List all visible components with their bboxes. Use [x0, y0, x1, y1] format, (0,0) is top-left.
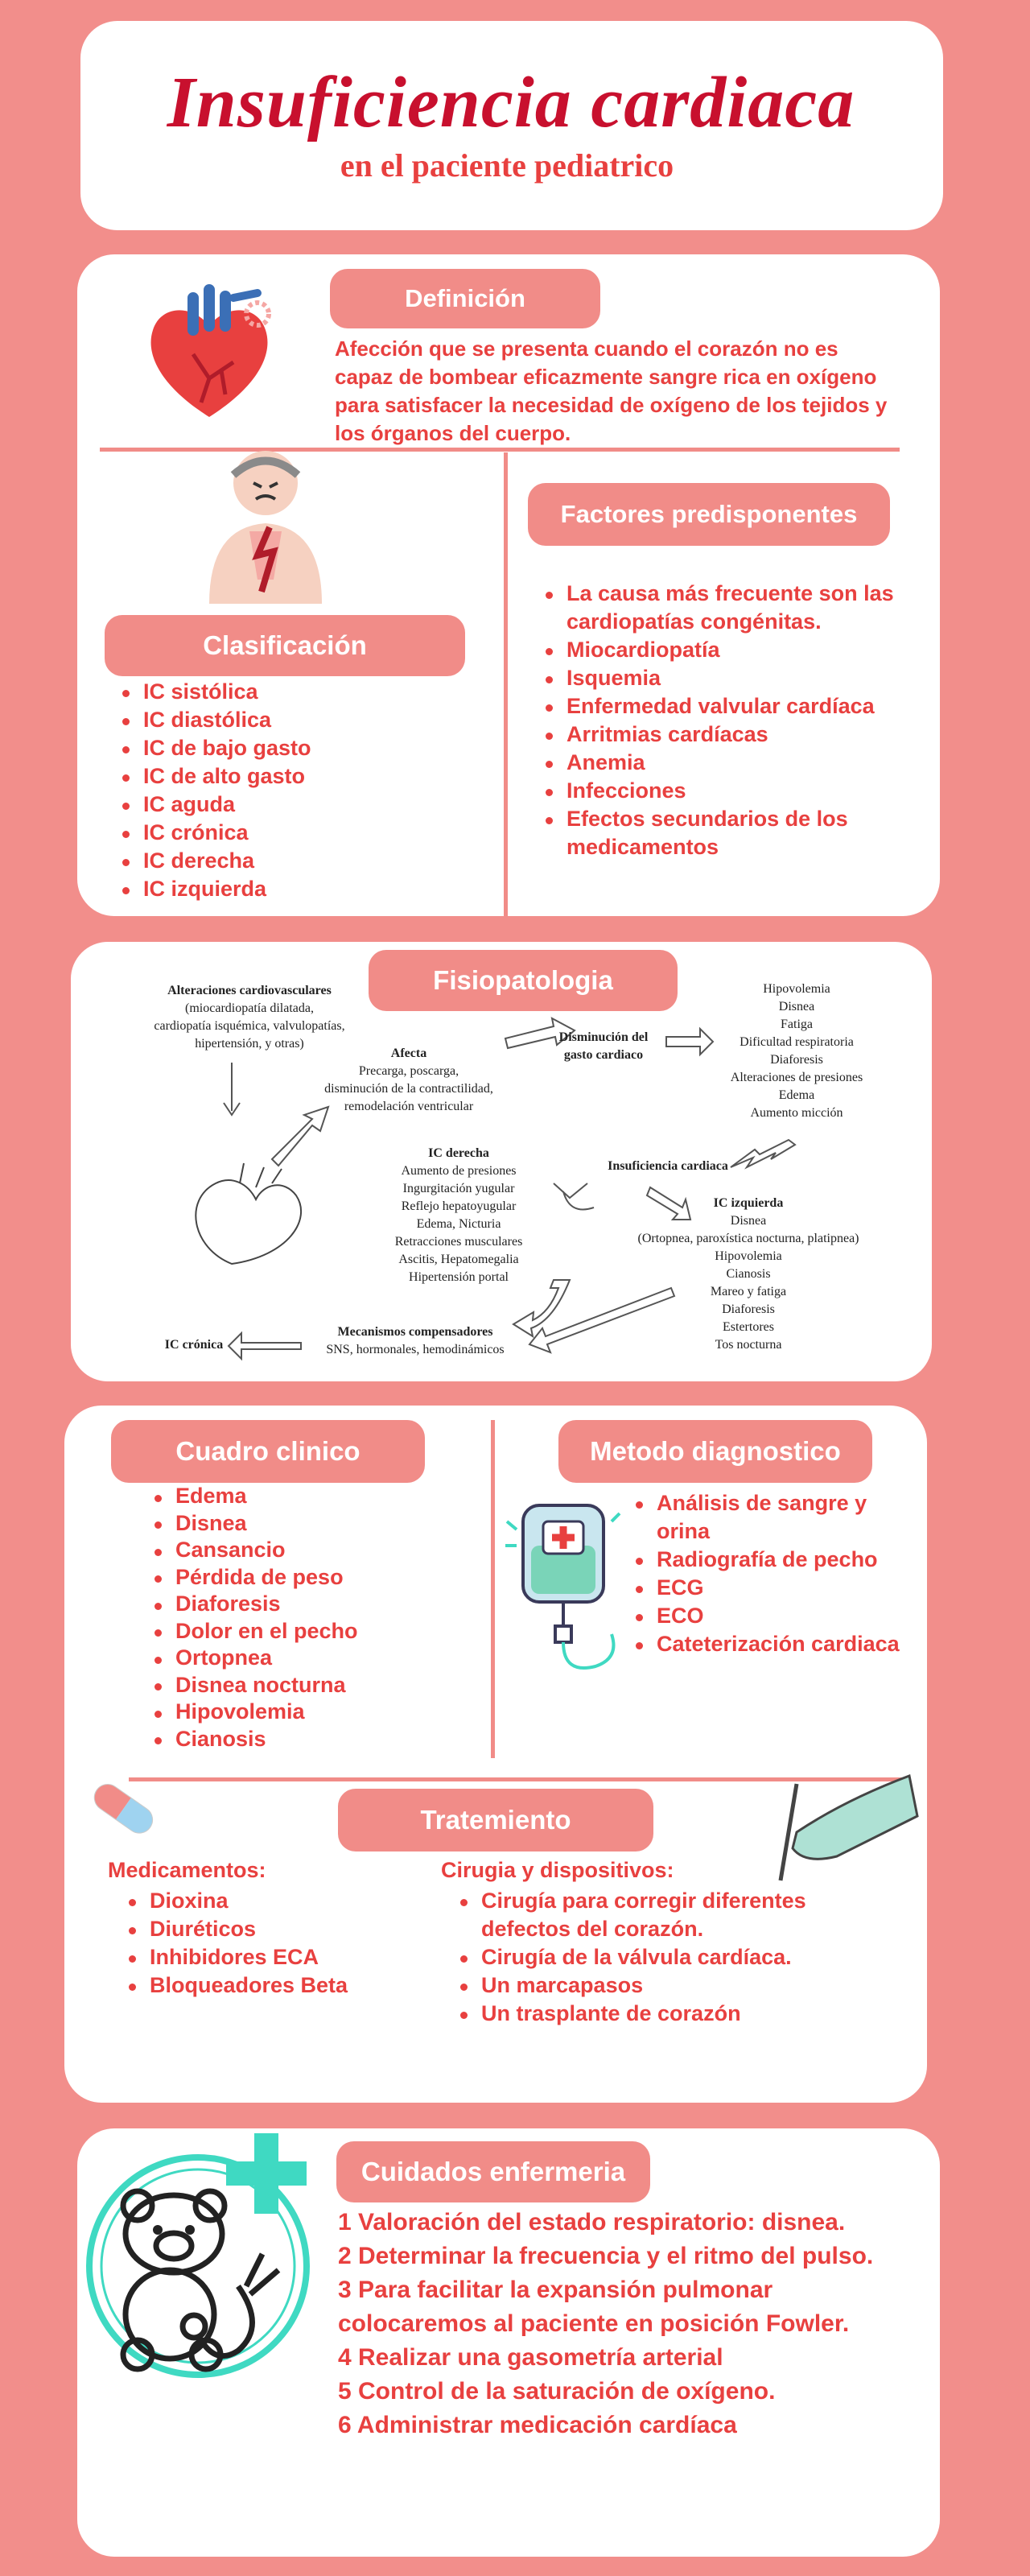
list-item: Un trasplante de corazón — [457, 2000, 876, 2028]
treatment-heading: Tratemiento — [338, 1789, 653, 1852]
list-item: IC sistólica — [119, 678, 473, 706]
list-item: Isquemia — [542, 664, 896, 692]
list-item: IC de bajo gasto — [119, 734, 473, 762]
list-item: 5 Control de la saturación de oxígeno. — [338, 2378, 776, 2405]
list-item: Cianosis — [726, 1267, 771, 1281]
list-item: Cirugía para corregir diferentes defectos del corazón. — [457, 1887, 876, 1943]
list-item: Radiografía de pecho — [632, 1546, 922, 1574]
list-item: Hipertensión portal — [409, 1270, 509, 1284]
list-item: Dolor en el pecho — [151, 1618, 457, 1645]
page-title: Insuficiencia cardiaca — [167, 63, 855, 142]
list-item: Reflejo hepatoyugular — [401, 1199, 517, 1213]
list-item: Diaforesis — [151, 1591, 457, 1618]
list-item: 2 Determinar la frecuencia y el ritmo del pulso. — [338, 2243, 874, 2269]
list-item: Edema — [151, 1483, 457, 1510]
disminucion-line: gasto cardiaco — [563, 1048, 644, 1062]
list-item: La causa más frecuente son las cardiopatías congénitas. — [542, 580, 896, 636]
afecta-line: Precarga, poscarga, — [358, 1064, 459, 1078]
list-item: Enfermedad valvular cardíaca — [542, 692, 896, 720]
disminucion-block — [531, 1029, 676, 1064]
list-item: Inhibidores ECA — [126, 1943, 399, 1971]
list-item: Aumento micción — [750, 1106, 843, 1120]
list-item: ECO — [632, 1602, 922, 1630]
iv-bag-icon — [499, 1497, 628, 1682]
diagnostic-heading: Metodo diagnostico — [558, 1420, 872, 1483]
ic-izquierda-block — [595, 1195, 901, 1354]
ic-izquierda-title: IC izquierda — [713, 1196, 784, 1210]
factors-heading: Factores predisponentes — [528, 483, 890, 546]
list-item: Infecciones — [542, 777, 896, 805]
ic-derecha-block — [370, 1145, 547, 1286]
list-item: Cansancio — [151, 1537, 457, 1564]
list-item: Hipovolemia — [763, 982, 830, 996]
teddy-stethoscope-icon — [77, 2125, 351, 2391]
list-item: IC izquierda — [119, 875, 473, 903]
list-item: 1 Valoración del estado respiratorio: disnea. — [338, 2209, 846, 2235]
alteraciones-line: hipertensión, y otras) — [195, 1037, 304, 1051]
list-item: Anemia — [542, 749, 896, 777]
list-item: Disnea nocturna — [151, 1672, 457, 1699]
capsule-icon — [84, 1768, 164, 1848]
list-item: IC diastólica — [119, 706, 473, 734]
list-item: Diaforesis — [770, 1053, 823, 1067]
definition-text: Afección que se presenta cuando el corazón no es capaz de bombear eficazmente sangre rica en oxígeno para satisfacer la necesidad de oxígeno de los tejidos y los órganos del cuerpo. — [335, 336, 888, 445]
list-item: Dificultad respiratoria — [740, 1035, 854, 1049]
list-item: Retracciones musculares — [394, 1235, 523, 1249]
list-item: Análisis de sangre y orina — [632, 1489, 922, 1546]
list-item: IC aguda — [119, 791, 473, 819]
list-item: Estertores — [723, 1320, 774, 1334]
mecanismos-title: Mecanismos compensadores — [337, 1325, 493, 1339]
list-item: Ortopnea — [151, 1645, 457, 1672]
list-item: ECG — [632, 1574, 922, 1602]
factors-list — [542, 580, 896, 861]
pathophysiology-heading: Fisiopatologia — [369, 950, 678, 1011]
surgery-list — [457, 1887, 876, 2028]
list-item: Cianosis — [151, 1726, 457, 1753]
ic-derecha-title: IC derecha — [428, 1146, 489, 1160]
list-item: 6 Administrar medicación cardíaca — [338, 2412, 737, 2438]
insuficiencia-title: Insuficiencia cardiaca — [608, 1159, 728, 1173]
list-item: Hipovolemia — [151, 1699, 457, 1726]
list-item: IC de alto gasto — [119, 762, 473, 791]
list-item: Fatiga — [781, 1018, 813, 1031]
list-item: Ascitis, Hepatomegalia — [398, 1253, 519, 1266]
alteraciones-line: (miocardiopatía dilatada, — [185, 1001, 314, 1015]
ic-cronica-text: IC crónica — [164, 1338, 224, 1352]
alteraciones-block — [113, 982, 386, 1053]
mecanismos-block — [303, 1323, 528, 1359]
divider-vertical — [491, 1420, 495, 1758]
list-item: Diaforesis — [722, 1302, 775, 1316]
list-item: Diuréticos — [126, 1915, 399, 1943]
afecta-line: remodelación ventricular — [344, 1100, 474, 1113]
list-item: Hipovolemia — [715, 1249, 782, 1263]
list-item: (Ortopnea, paroxística nocturna, platipnea) — [637, 1232, 859, 1245]
clinical-list — [151, 1483, 457, 1752]
list-item: 3 Para facilitar la expansión pulmonar colocaremos al paciente en posición Fowler. — [338, 2277, 850, 2337]
classification-list — [119, 678, 473, 903]
list-item: Cateterización cardiaca — [632, 1630, 922, 1658]
afecta-title: Afecta — [390, 1046, 427, 1060]
alteraciones-title: Alteraciones cardiovasculares — [167, 984, 332, 997]
list-item: Disnea — [730, 1214, 767, 1228]
list-item: Alteraciones de presiones — [730, 1071, 863, 1084]
nursing-heading: Cuidados enfermeria — [336, 2141, 650, 2202]
heart-icon — [145, 282, 274, 423]
medication-title: Medicamentos: — [108, 1858, 266, 1882]
nursing-list — [338, 2206, 901, 2442]
list-item: Disnea — [778, 1000, 815, 1013]
list-item: Un marcapasos — [457, 1971, 876, 2000]
medication-list — [126, 1887, 399, 2000]
afecta-line: disminución de la contractilidad, — [324, 1082, 493, 1096]
heart-sketch-icon — [196, 1163, 301, 1264]
list-item: Dioxina — [126, 1887, 399, 1915]
list-item: Cirugía de la válvula cardíaca. — [457, 1943, 876, 1971]
disminucion-line: Disminución del — [558, 1030, 649, 1044]
clinical-heading: Cuadro clinico — [111, 1420, 425, 1483]
hipovolemia-block — [708, 980, 885, 1122]
list-item: Edema, Nicturia — [416, 1217, 501, 1231]
ic-cronica-label — [150, 1336, 238, 1354]
page-subtitle: en el paciente pediatrico — [340, 147, 674, 184]
hand-pen-icon — [748, 1768, 925, 1889]
list-item: Efectos secundarios de los medicamentos — [542, 805, 896, 861]
list-item: IC crónica — [119, 819, 473, 847]
insuficiencia-label — [579, 1158, 756, 1175]
list-item: Miocardiopatía — [542, 636, 896, 664]
surgery-title: Cirugia y dispositivos: — [441, 1858, 674, 1882]
list-item: Aumento de presiones — [401, 1164, 517, 1178]
list-item: Tos nocturna — [715, 1338, 782, 1352]
list-item: Disnea — [151, 1510, 457, 1538]
classification-heading: Clasificación — [105, 615, 465, 676]
list-item: Arritmias cardíacas — [542, 720, 896, 749]
person-chest-pain-icon — [193, 451, 338, 604]
diagnostic-list — [632, 1489, 922, 1658]
definition-heading: Definición — [330, 269, 600, 328]
list-item: Pérdida de peso — [151, 1564, 457, 1591]
list-item: Edema — [778, 1088, 815, 1102]
list-item: Ingurgitación yugular — [402, 1182, 515, 1195]
list-item: 4 Realizar una gasometría arterial — [338, 2344, 723, 2371]
mecanismos-text: SNS, hormonales, hemodinámicos — [326, 1343, 505, 1356]
divider-vertical — [504, 452, 508, 916]
alteraciones-line: cardiopatía isquémica, valvulopatías, — [154, 1019, 345, 1033]
list-item: IC derecha — [119, 847, 473, 875]
list-item: Bloqueadores Beta — [126, 1971, 399, 2000]
afecta-block — [296, 1045, 521, 1116]
list-item: Mareo y fatiga — [710, 1285, 787, 1298]
